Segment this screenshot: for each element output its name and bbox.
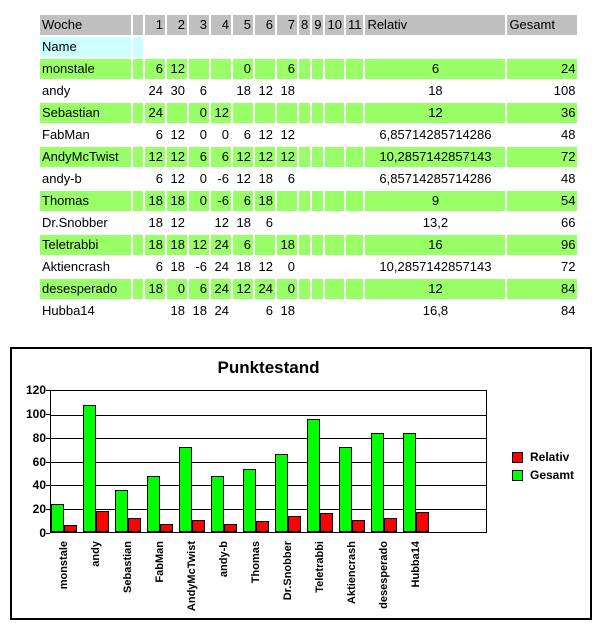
bar-relativ-monstale — [64, 525, 77, 532]
week-10-cell — [325, 213, 343, 233]
empty-cell — [145, 37, 165, 57]
week-8-cell — [299, 301, 310, 321]
week-10-cell — [325, 147, 343, 167]
week-9-cell — [312, 59, 323, 79]
week-4-cell: -6 — [217, 171, 229, 186]
player-name-cell: AndyMcTwist — [40, 147, 131, 167]
week-6-cell: 12 — [258, 259, 273, 274]
y-axis-label-20: 20 — [32, 502, 46, 516]
week-6-cell: 24 — [255, 279, 275, 299]
week-3-cell — [189, 59, 209, 79]
week-2-cell: 30 — [170, 83, 185, 98]
bar-relativ-Aktiencrash — [352, 520, 365, 532]
empty-cell — [233, 37, 253, 57]
player-name-cell: FabMan — [42, 127, 90, 142]
punktestand-chart — [10, 347, 592, 620]
week-5-cell: 12 — [233, 147, 253, 167]
week-2-cell — [167, 103, 187, 123]
x-axis-label-monstale: monstale — [58, 541, 70, 590]
header-cell-week-10: 10 — [325, 15, 343, 35]
week-2-cell: 18 — [167, 235, 187, 255]
week-10-cell — [325, 59, 343, 79]
table-row — [40, 147, 577, 167]
week-4-cell: -6 — [211, 191, 231, 211]
x-axis-label-Sebastian: Sebastian — [122, 541, 134, 593]
empty-cell — [211, 37, 231, 57]
name-label-row — [40, 37, 577, 57]
week-11-cell — [346, 147, 364, 167]
week-5-cell: 18 — [236, 83, 251, 98]
gridline-40 — [51, 485, 486, 486]
week-3-cell: 6 — [189, 147, 209, 167]
week-7-cell: 12 — [277, 147, 297, 167]
week-8-cell — [299, 257, 310, 277]
name-label-cell: Name — [40, 37, 131, 57]
week-7-cell: 12 — [280, 127, 295, 142]
week-1-cell: 18 — [145, 191, 165, 211]
player-name-cell: Dr.Snobber — [42, 215, 108, 230]
gap-cell — [133, 257, 143, 277]
week-1-cell: 6 — [155, 127, 163, 142]
x-axis-label-desesperado: desesperado — [378, 541, 390, 609]
week-4-cell: 12 — [211, 103, 231, 123]
week-2-cell: 12 — [167, 59, 187, 79]
week-9-cell — [312, 125, 323, 145]
table-row — [40, 125, 577, 145]
week-5-cell: 18 — [236, 259, 251, 274]
week-2-cell: 18 — [170, 303, 185, 318]
bar-gesamt-Thomas — [243, 469, 256, 532]
bar-relativ-FabMan — [160, 524, 173, 532]
week-5-cell: 6 — [233, 235, 253, 255]
relativ-cell: 16 — [365, 235, 505, 255]
table-row — [40, 191, 577, 211]
week-10-cell — [325, 103, 343, 123]
header-cell-week-3: 3 — [189, 15, 209, 35]
week-9-cell — [312, 279, 323, 299]
week-8-cell — [299, 169, 310, 189]
player-name-cell: Hubba14 — [42, 303, 95, 318]
bar-relativ-Hubba14 — [416, 512, 429, 532]
week-9-cell — [312, 301, 323, 321]
gesamt-cell: 48 — [560, 171, 576, 186]
week-7-cell: 0 — [277, 279, 297, 299]
week-11-cell — [346, 169, 364, 189]
relativ-cell: 9 — [365, 191, 505, 211]
player-name-cell: Teletrabbi — [40, 235, 131, 255]
week-7-cell: 0 — [287, 259, 295, 274]
relativ-cell: 6,85714285714286 — [379, 127, 492, 142]
x-axis-label-andy-b: andy-b — [218, 541, 230, 578]
relativ-cell: 12 — [365, 279, 505, 299]
week-8-cell — [299, 147, 310, 167]
header-cell-week-6: 6 — [255, 15, 275, 35]
week-5-cell: 0 — [233, 59, 253, 79]
gesamt-cell: 36 — [507, 103, 577, 123]
week-7-cell — [277, 103, 297, 123]
week-9-cell — [312, 81, 323, 101]
week-10-cell — [325, 191, 343, 211]
week-2-cell: 12 — [167, 147, 187, 167]
bar-gesamt-Sebastian — [115, 490, 128, 532]
week-1-cell: 18 — [145, 235, 165, 255]
x-axis-label-Teletrabbi: Teletrabbi — [314, 541, 326, 593]
header-cell-week-11: 11 — [346, 15, 364, 35]
relativ-cell: 6,85714285714286 — [379, 171, 492, 186]
header-cell-week-4: 4 — [211, 15, 231, 35]
table-row — [40, 169, 577, 189]
week-8-cell — [299, 213, 310, 233]
week-2-cell: 18 — [167, 191, 187, 211]
header-cell-gap — [133, 15, 143, 35]
week-5-cell — [233, 103, 253, 123]
bar-gesamt-FabMan — [147, 476, 160, 532]
header-cell-week-8: 8 — [299, 15, 310, 35]
bar-relativ-desesperado — [384, 518, 397, 532]
player-name-cell: desesperado — [40, 279, 131, 299]
week-5-cell: 18 — [236, 215, 251, 230]
bar-gesamt-Dr.Snobber — [275, 454, 288, 532]
week-11-cell — [346, 301, 364, 321]
gesamt-cell: 108 — [553, 83, 576, 98]
x-axis-label-AndyMcTwist: AndyMcTwist — [186, 541, 198, 612]
week-8-cell — [299, 191, 310, 211]
week-10-cell — [325, 169, 343, 189]
bar-relativ-Sebastian — [128, 518, 141, 532]
week-4-cell: 24 — [214, 303, 229, 318]
week-11-cell — [346, 257, 364, 277]
empty-cell — [167, 37, 187, 57]
week-4-cell: 6 — [211, 147, 231, 167]
week-7-cell: 18 — [280, 303, 295, 318]
week-3-cell: 18 — [192, 303, 207, 318]
header-cell-week-1: 1 — [145, 15, 165, 35]
relativ-cell: 16,8 — [422, 303, 449, 318]
week-1-cell: 6 — [155, 259, 163, 274]
week-9-cell — [312, 235, 323, 255]
week-10-cell — [325, 279, 343, 299]
week-8-cell — [299, 59, 310, 79]
week-9-cell — [312, 147, 323, 167]
week-6-cell: 18 — [258, 171, 273, 186]
legend-label-gesamt: Gesamt — [530, 468, 575, 482]
gap-cell — [133, 147, 143, 167]
week-3-cell — [189, 213, 209, 233]
week-6-cell: 12 — [255, 147, 275, 167]
week-1-cell: 24 — [148, 83, 163, 98]
empty-cell — [325, 37, 343, 57]
gap-cell — [133, 103, 143, 123]
y-axis-label-60: 60 — [32, 455, 46, 469]
gridline-60 — [51, 462, 486, 463]
y-axis-tick-20 — [46, 509, 50, 510]
name-gap-cell — [133, 37, 143, 57]
y-axis-tick-100 — [46, 414, 50, 415]
week-6-cell — [255, 235, 275, 255]
week-4-cell: 24 — [211, 279, 231, 299]
bar-gesamt-andy — [83, 405, 96, 532]
table-header-row — [40, 15, 577, 35]
week-8-cell — [299, 125, 310, 145]
week-11-cell — [346, 213, 364, 233]
x-axis-label-andy: andy — [90, 541, 102, 567]
chart-title: Punktestand — [217, 358, 320, 377]
relativ-cell: 10,2857142857143 — [365, 147, 505, 167]
week-5-cell: 6 — [243, 127, 251, 142]
y-axis-label-120: 120 — [25, 383, 46, 397]
x-axis-label-Hubba14: Hubba14 — [410, 541, 422, 588]
week-7-cell: 6 — [277, 59, 297, 79]
bar-relativ-Thomas — [256, 521, 269, 532]
gap-cell — [133, 81, 143, 101]
bar-relativ-andy-b — [224, 524, 237, 532]
week-7-cell: 18 — [280, 83, 295, 98]
header-cell-woche: Woche — [40, 15, 131, 35]
header-cell-week-7: 7 — [277, 15, 297, 35]
week-5-cell — [233, 301, 253, 321]
y-axis-label-100: 100 — [25, 407, 46, 421]
legend-swatch-gesamt — [512, 470, 523, 481]
week-6-cell: 12 — [258, 83, 273, 98]
legend-label-relativ: Relativ — [530, 450, 570, 464]
week-3-cell: 0 — [199, 171, 207, 186]
y-axis-tick-60 — [46, 462, 50, 463]
gesamt-cell: 84 — [507, 279, 577, 299]
gesamt-cell: 54 — [507, 191, 577, 211]
table-row — [40, 59, 577, 79]
empty-cell — [312, 37, 323, 57]
x-axis-label-Dr.Snobber: Dr.Snobber — [282, 541, 294, 601]
week-7-cell: 18 — [277, 235, 297, 255]
week-11-cell — [346, 279, 364, 299]
week-3-cell: 0 — [189, 103, 209, 123]
gesamt-cell: 72 — [560, 259, 576, 274]
relativ-cell: 13,2 — [422, 215, 449, 230]
week-2-cell: 0 — [167, 279, 187, 299]
week-2-cell: 12 — [170, 127, 185, 142]
gap-cell — [133, 235, 143, 255]
week-3-cell: 0 — [189, 191, 209, 211]
week-1-cell — [145, 301, 165, 321]
gesamt-cell: 24 — [507, 59, 577, 79]
y-axis-tick-0 — [46, 533, 50, 534]
week-8-cell — [299, 81, 310, 101]
relativ-cell: 6 — [365, 59, 505, 79]
y-axis-tick-80 — [46, 438, 50, 439]
week-7-cell — [277, 213, 297, 233]
player-name-cell: andy-b — [42, 171, 82, 186]
week-3-cell: 6 — [199, 83, 207, 98]
y-axis-label-0: 0 — [39, 526, 46, 540]
table-row — [40, 235, 577, 255]
week-4-cell — [211, 81, 231, 101]
week-6-cell: 6 — [265, 215, 273, 230]
week-10-cell — [325, 235, 343, 255]
week-9-cell — [312, 257, 323, 277]
table-row — [40, 103, 577, 123]
week-2-cell: 12 — [170, 171, 185, 186]
gesamt-cell: 96 — [507, 235, 577, 255]
week-4-cell: 12 — [214, 215, 229, 230]
y-axis-tick-40 — [46, 485, 50, 486]
y-axis-label-80: 80 — [32, 431, 46, 445]
table-row — [40, 81, 577, 101]
week-1-cell: 12 — [145, 147, 165, 167]
week-6-cell: 12 — [258, 127, 273, 142]
week-7-cell: 6 — [287, 171, 295, 186]
week-6-cell: 18 — [255, 191, 275, 211]
week-5-cell: 12 — [236, 171, 251, 186]
week-1-cell: 24 — [145, 103, 165, 123]
week-1-cell: 6 — [145, 59, 165, 79]
week-9-cell — [312, 213, 323, 233]
y-axis-tick-120 — [46, 390, 50, 391]
header-cell-week-2: 2 — [167, 15, 187, 35]
week-4-cell — [211, 59, 231, 79]
week-3-cell: 0 — [199, 127, 207, 142]
gap-cell — [133, 279, 143, 299]
gridline-100 — [51, 415, 486, 416]
week-5-cell: 12 — [233, 279, 253, 299]
bar-relativ-andy — [96, 511, 109, 532]
bar-gesamt-Aktiencrash — [339, 447, 352, 532]
week-11-cell — [346, 125, 364, 145]
table-row — [40, 279, 577, 299]
gap-cell — [133, 59, 143, 79]
gap-cell — [133, 169, 143, 189]
relativ-cell: 12 — [365, 103, 505, 123]
player-name-cell: Sebastian — [40, 103, 131, 123]
player-name-cell: Aktiencrash — [42, 259, 110, 274]
week-11-cell — [346, 191, 364, 211]
week-3-cell: 12 — [189, 235, 209, 255]
week-6-cell: 6 — [265, 303, 273, 318]
week-4-cell: 24 — [211, 235, 231, 255]
empty-cell — [346, 37, 364, 57]
week-9-cell — [312, 169, 323, 189]
week-11-cell — [346, 103, 364, 123]
bar-gesamt-Hubba14 — [403, 433, 416, 532]
bar-gesamt-monstale — [51, 504, 64, 532]
week-1-cell: 6 — [155, 171, 163, 186]
table-row — [40, 213, 577, 233]
header-cell-week-5: 5 — [233, 15, 253, 35]
gesamt-cell: 72 — [507, 147, 577, 167]
week-1-cell: 18 — [148, 215, 163, 230]
x-axis-label-FabMan: FabMan — [154, 541, 166, 583]
week-9-cell — [312, 191, 323, 211]
player-name-cell: monstale — [40, 59, 131, 79]
week-9-cell — [312, 103, 323, 123]
gridline-80 — [51, 438, 486, 439]
week-2-cell: 12 — [170, 215, 185, 230]
legend-swatch-relativ — [512, 452, 523, 463]
week-10-cell — [325, 81, 343, 101]
gap-cell — [133, 301, 143, 321]
score-table — [38, 13, 579, 323]
bar-gesamt-andy-b — [211, 476, 224, 532]
week-11-cell — [346, 59, 364, 79]
bar-relativ-AndyMcTwist — [192, 520, 205, 532]
table-row — [40, 257, 577, 277]
week-1-cell: 18 — [145, 279, 165, 299]
gesamt-cell: 48 — [560, 127, 576, 142]
week-4-cell: 0 — [221, 127, 229, 142]
bar-relativ-Teletrabbi — [320, 513, 333, 532]
empty-cell — [507, 37, 577, 57]
header-cell-relativ: Relativ — [365, 15, 505, 35]
bar-gesamt-Teletrabbi — [307, 419, 320, 532]
gesamt-cell: 84 — [560, 303, 576, 318]
x-axis-label-Thomas: Thomas — [250, 541, 262, 584]
week-3-cell: 6 — [189, 279, 209, 299]
week-7-cell — [277, 191, 297, 211]
header-cell-gesamt: Gesamt — [507, 15, 577, 35]
empty-cell — [189, 37, 209, 57]
week-8-cell — [299, 235, 310, 255]
week-8-cell — [299, 103, 310, 123]
relativ-cell: 10,2857142857143 — [379, 259, 492, 274]
empty-cell — [255, 37, 275, 57]
week-11-cell — [346, 235, 364, 255]
gesamt-cell: 66 — [560, 215, 576, 230]
week-6-cell — [255, 59, 275, 79]
bar-gesamt-AndyMcTwist — [179, 447, 192, 532]
x-axis-label-Aktiencrash: Aktiencrash — [346, 541, 358, 604]
week-10-cell — [325, 257, 343, 277]
week-6-cell — [255, 103, 275, 123]
gap-cell — [133, 191, 143, 211]
week-2-cell: 18 — [170, 259, 185, 274]
plot-area — [50, 390, 487, 533]
gap-cell — [133, 213, 143, 233]
table-row — [40, 301, 577, 321]
week-10-cell — [325, 301, 343, 321]
y-axis-label-40: 40 — [32, 478, 46, 492]
gap-cell — [133, 125, 143, 145]
week-5-cell: 6 — [233, 191, 253, 211]
header-cell-week-9: 9 — [312, 15, 323, 35]
week-8-cell — [299, 279, 310, 299]
empty-cell — [277, 37, 297, 57]
empty-cell — [365, 37, 505, 57]
week-4-cell: 24 — [214, 259, 229, 274]
empty-cell — [299, 37, 310, 57]
week-3-cell: -6 — [195, 259, 207, 274]
relativ-cell: 18 — [428, 83, 443, 98]
bar-relativ-Dr.Snobber — [288, 516, 301, 532]
week-11-cell — [346, 81, 364, 101]
week-10-cell — [325, 125, 343, 145]
player-name-cell: Thomas — [40, 191, 131, 211]
player-name-cell: andy — [42, 83, 71, 98]
bar-gesamt-desesperado — [371, 433, 384, 532]
